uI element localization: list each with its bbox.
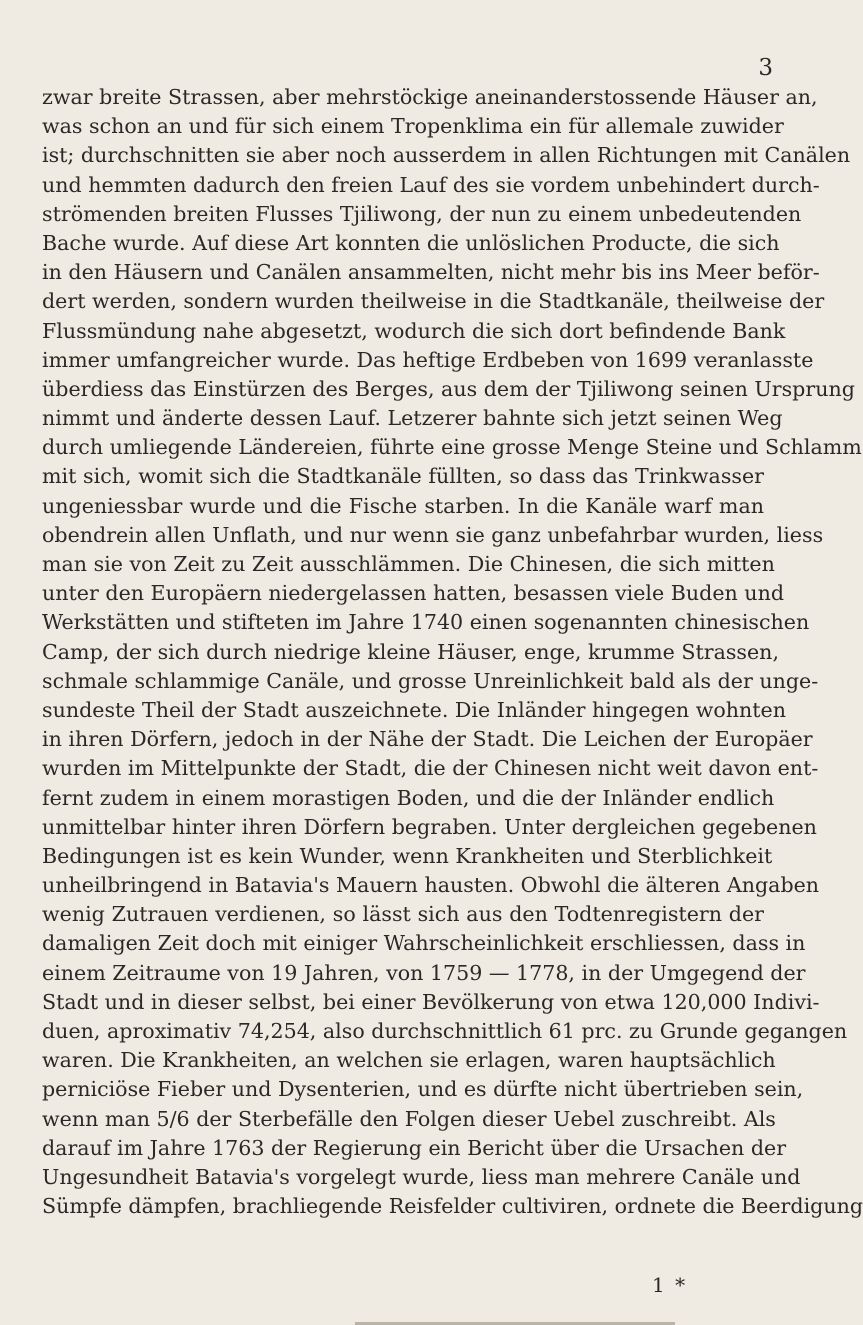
text-line: wenig Zutrauen verdienen, so lässt sich aus den Todtenregistern der — [42, 902, 764, 927]
text-line: sundeste Theil der Stadt auszeichnete. Die Inländer hingegen wohnten — [42, 697, 786, 722]
text-line: überdiess das Einstürzen des Berges, aus dem der Tjiliwong seinen Ursprung — [42, 376, 855, 401]
text-line: schmale schlammige Canäle, und grosse Unreinlichkeit bald als der unge- — [42, 668, 819, 693]
text-line: Flussmündung nahe abgesetzt, wodurch die sich dort befindende Bank — [42, 318, 786, 343]
text-line: darauf im Jahre 1763 der Regierung ein Bericht über die Ursachen der — [42, 1135, 787, 1160]
text-line: was schon an und für sich einem Tropenklima ein für allemale zuwider — [42, 114, 784, 139]
text-line: man sie von Zeit zu Zeit ausschlämmen. Die Chinesen, die sich mitten — [42, 552, 775, 576]
text-line: unmittelbar hinter ihren Dörfern begraben. Unter dergleichen gegebenen — [42, 814, 817, 839]
text-line: Ungesundheit Batavia's vorgelegt wurde, liess man mehrere Canäle und — [42, 1164, 801, 1189]
text-line: unter den Europäern niedergelassen hatten, besassen viele Buden und — [42, 581, 785, 606]
text-line: fernt zudem in einem morastigen Boden, und die der Inländer endlich — [42, 785, 775, 810]
text-line: Sümpfe dämpfen, brachliegende Reisfelder cultiviren, ordnete die Beerdigung — [42, 1194, 863, 1219]
text-line: in ihren Dörfern, jedoch in der Nähe der Stadt. Die Leichen der Europäer — [42, 727, 813, 752]
page-number: 3 — [758, 55, 773, 81]
text-line: dert werden, sondern wurden theilweise in die Stadtkanäle, theilweise der — [42, 289, 825, 314]
text-line: Bache wurde. Auf diese Art konnten die unlöslichen Producte, die sich — [42, 230, 780, 255]
signature-mark: 1 * — [652, 1273, 688, 1297]
text-line: unheilbringend in Batavia's Mauern hausten. Obwohl die älteren Angaben — [42, 873, 820, 898]
text-line: ist; durchschnitten sie aber noch ausserdem in allen Richtungen mit Canälen — [42, 143, 851, 168]
text-line: damaligen Zeit doch mit einiger Wahrscheinlichkeit erschliessen, dass in — [42, 931, 806, 956]
text-line: strömenden breiten Flusses Tjiliwong, der nun zu einem unbedeutenden — [42, 201, 802, 226]
body-text — [42, 83, 863, 1221]
text-line: nimmt und änderte dessen Lauf. Letzerer bahnte sich jetzt seinen Weg — [42, 406, 783, 431]
text-line: mit sich, womit sich die Stadtkanäle füllten, so dass das Trinkwasser — [42, 464, 764, 489]
text-line: Werkstätten und stifteten im Jahre 1740 einen sogenannten chinesischen — [42, 610, 810, 635]
text-line: wurden im Mittelpunkte der Stadt, die der Chinesen nicht weit davon ent- — [42, 756, 819, 781]
text-line: duen, aproximativ 74,254, also durchschnittlich 61 prc. zu Grunde gegangen — [42, 1019, 848, 1043]
text-line: ungeniessbar wurde und die Fische starben. In die Kanäle warf man — [42, 493, 764, 518]
text-line: Stadt und in dieser selbst, bei einer Bevölkerung von etwa 120,000 Indivi- — [42, 989, 820, 1014]
text-line: obendrein allen Unflath, und nur wenn sie ganz unbefahrbar wurden, liess — [42, 522, 824, 547]
text-line: und hemmten dadurch den freien Lauf des sie vordem unbehindert durch- — [42, 172, 820, 197]
text-line: in den Häusern und Canälen ansammelten, nicht mehr bis ins Meer beför- — [42, 260, 820, 285]
text-line: perniciöse Fieber und Dysenterien, und es dürfte nicht übertrieben sein, — [42, 1077, 804, 1102]
text-line: durch umliegende Ländereien, führte eine grosse Menge Steine und Schlamm — [42, 435, 862, 460]
text-line: waren. Die Krankheiten, an welchen sie erlagen, waren hauptsächlich — [42, 1048, 776, 1073]
text-line: immer umfangreicher wurde. Das heftige Erdbeben von 1699 veranlasste — [42, 347, 814, 372]
text-line: Bedingungen ist es kein Wunder, wenn Krankheiten und Sterblichkeit — [42, 843, 773, 868]
text-line: zwar breite Strassen, aber mehrstöckige aneinanderstossende Häuser an, — [42, 85, 818, 109]
text-line: wenn man 5/6 der Sterbefälle den Folgen dieser Uebel zuschreibt. Als — [42, 1106, 776, 1131]
text-line: einem Zeitraume von 19 Jahren, von 1759 — 1778, in der Umgegend der — [42, 960, 806, 985]
text-line: Camp, der sich durch niedrige kleine Häuser, enge, krumme Strassen, — [42, 639, 779, 664]
